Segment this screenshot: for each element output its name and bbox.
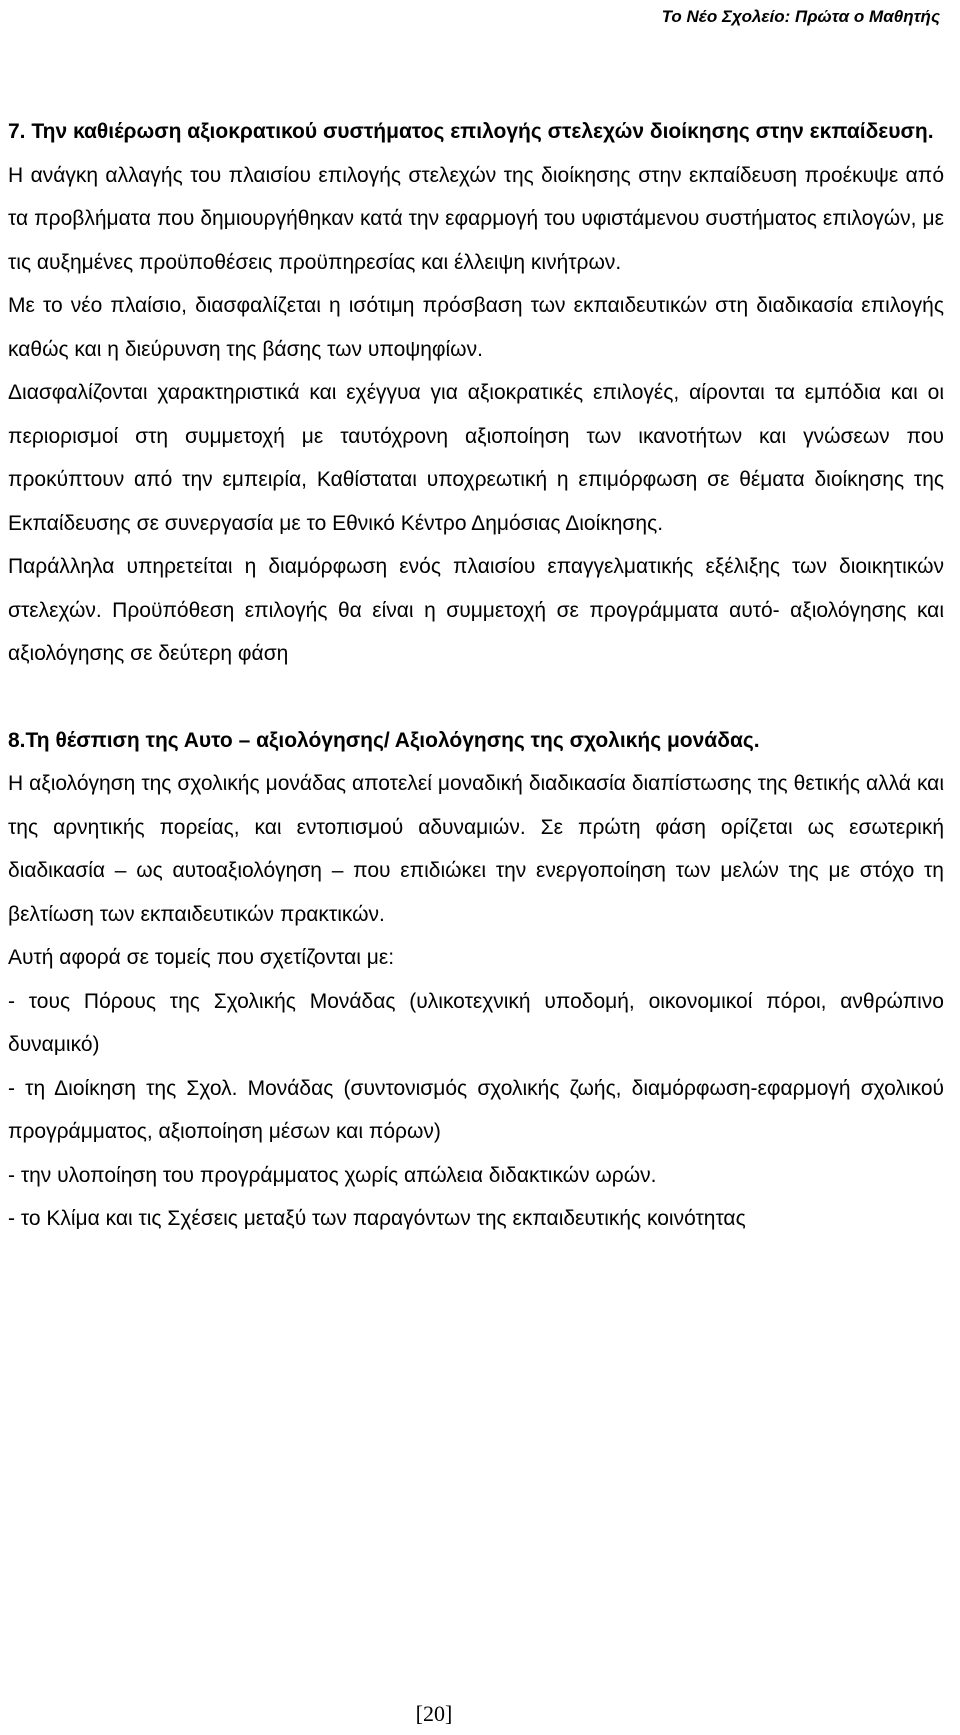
section-7 [8, 110, 944, 676]
running-header: Το Νέο Σχολείο: Πρώτα ο Μαθητής [661, 7, 940, 26]
paragraph: Με το νέο πλαίσιο, διασφαλίζεται η ισότιμη πρόσβαση των εκπαιδευτικών στη διαδικασία επιλογής καθώς και η διεύρυνση της βάσης των υποψηφίων. [8, 294, 944, 361]
section-heading: 7. Την καθιέρωση αξιοκρατικού συστήματος επιλογής στελεχών διοίκησης στην εκπαίδευση. [8, 120, 934, 143]
list-item: - το Κλίμα και τις Σχέσεις μεταξύ των παραγόντων της εκπαιδευτικής κοινότητας [8, 1207, 746, 1230]
paragraph: Η αξιολόγηση της σχολικής μονάδας αποτελεί μοναδική διαδικασία διαπίστωσης της θετικής αλλά και της αρνητικής πορείας, και εντοπισμού αδυναμιών. Σε πρώτη φάση ορίζεται ως εσωτερική διαδικασία – ως αυτοαξιολόγηση – που επιδιώκει την ενεργοποίηση των μελών της με στόχο τη βελτίωση των εκπαιδευτικών πρακτικών. [8, 772, 944, 926]
paragraph: Παράλληλα υπηρετείται η διαμόρφωση ενός πλαισίου επαγγελματικής εξέλιξης των διοικητικών στελεχών. Προϋπόθεση επιλογής θα είναι η συμμετοχή σε προγράμματα αυτό- αξιολόγησης και αξιολόγησης σε δεύτερη φάση [8, 555, 944, 665]
section-heading: 8.Τη θέσπιση της Αυτο – αξιολόγησης/ Αξιολόγησης της σχολικής μονάδας. [8, 728, 760, 752]
paragraph: Αυτή αφορά σε τομείς που σχετίζονται με: [8, 946, 395, 969]
list-item: - την υλοποίηση του προγράμματος χωρίς απώλεια διδακτικών ωρών. [8, 1163, 657, 1187]
paragraph: Διασφαλίζονται χαρακτηριστικά και εχέγγυα για αξιοκρατικές επιλογές, αίρονται τα εμπόδια και οι περιορισμοί στη συμμετοχή με ταυτόχρονη αξιοποίηση των ικανοτήτων και γνώσεων που προκύπτουν από την εμπειρία, Καθίσταται υποχρεωτική η επιμόρφωση σε θέματα διοίκησης της Εκπαίδευσης σε συνεργασία με το Εθνικό Κέντρο Δημόσιας Διοίκησης. [8, 381, 944, 535]
paragraph: Η ανάγκη αλλαγής του πλαισίου επιλογής στελεχών της διοίκησης στην εκπαίδευση προέκυψε από τα προβλήματα που δημιουργήθηκαν κατά την εφαρμογή του υφιστάμενου συστήματος επιλογών, με τις αυξημένες προϋποθέσεις προϋπηρεσίας και έλλειψη κινήτρων. [8, 163, 944, 274]
page-content [8, 110, 944, 1241]
list-item: - τη Διοίκηση της Σχολ. Μονάδας (συντονισμός σχολικής ζωής, διαμόρφωση-εφαρμογή σχολικού προγράμματος, αξιοποίηση μέσων και πόρων) [8, 1076, 944, 1143]
page-number: [20] [415, 1701, 453, 1726]
section-8 [8, 719, 944, 1241]
list-item: - τους Πόρους της Σχολικής Μονάδας (υλικοτεχνική υποδομή, οικονομικοί πόροι, ανθρώπινο δυναμικό) [8, 989, 944, 1056]
